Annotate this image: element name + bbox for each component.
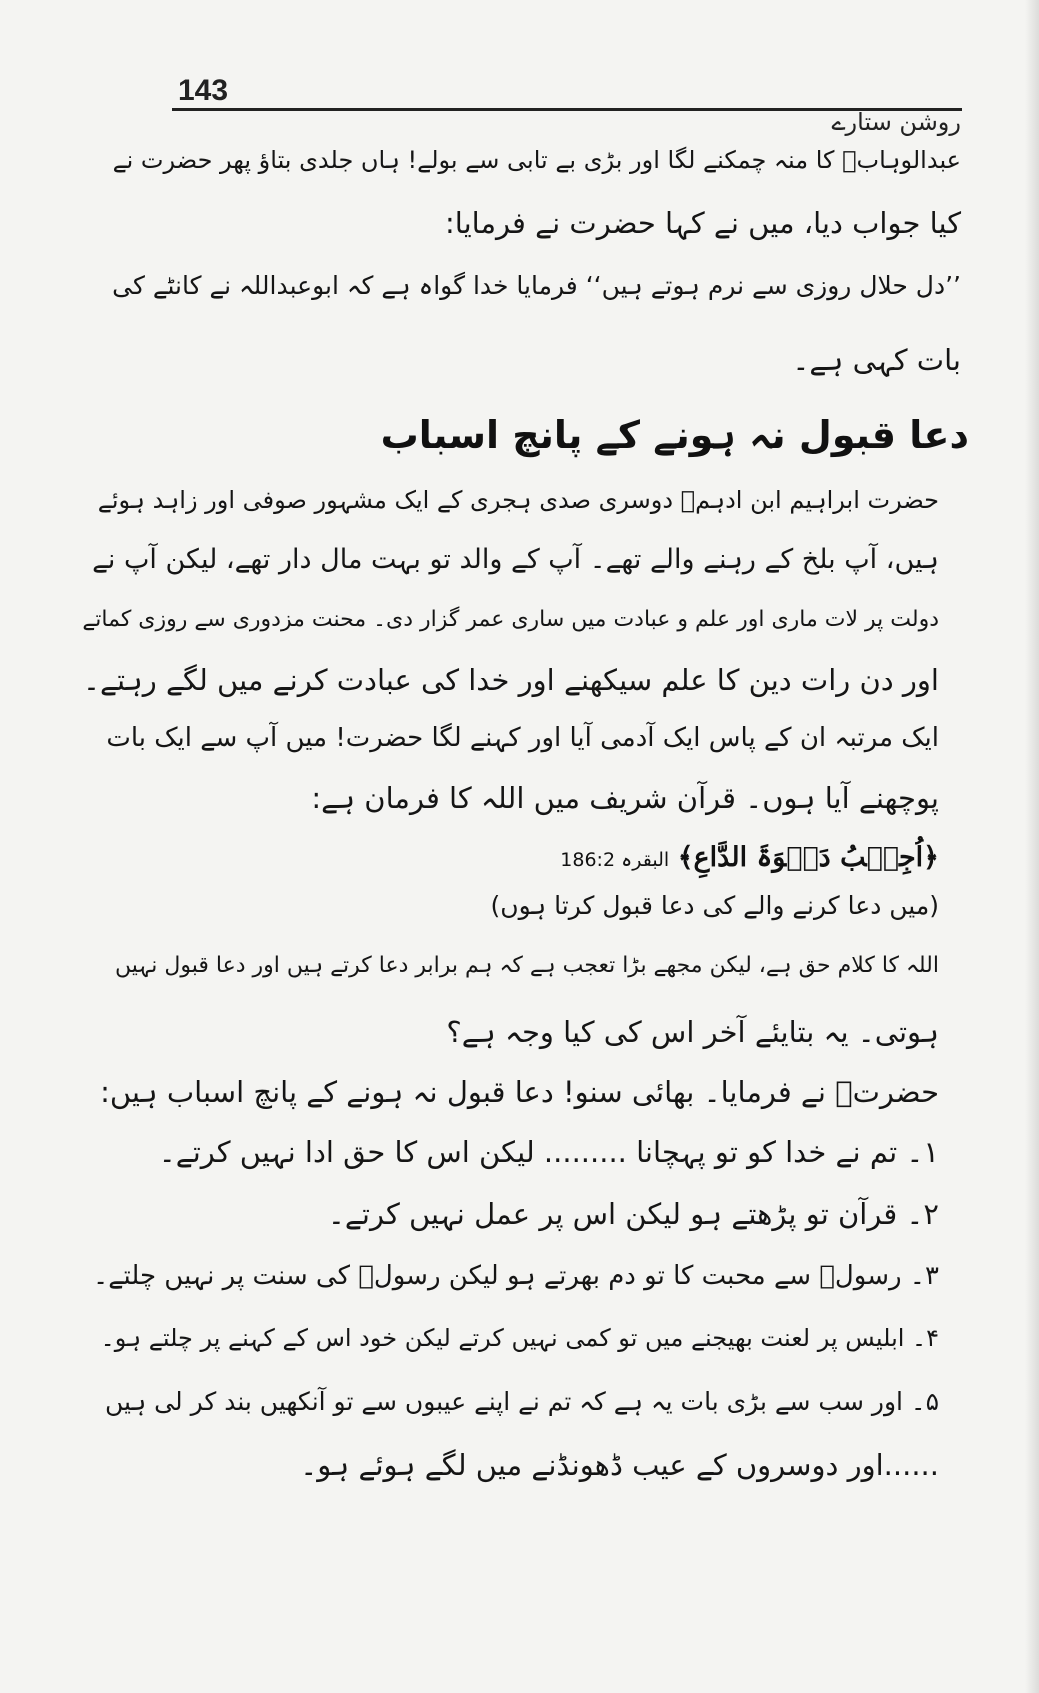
reason-item: ۴۔ ابلیس پر لعنت بھیجنے میں تو کمی نہیں کرتے لیکن خود اس کے کہنے پر چلتے ہو۔	[100, 1324, 939, 1352]
ayah-reference: البقرہ 186:2	[560, 849, 670, 871]
reason-item: ۳۔ رسولؐ سے محبت کا تو دم بھرتے ہو لیکن رسولؐ کی سنت پر نہیں چلتے۔	[93, 1261, 939, 1291]
running-title: روشن ستارے	[831, 108, 961, 136]
ayah-translation: (میں دعا کرنے والے کی دعا قبول کرتا ہوں)	[490, 891, 939, 920]
paragraph-line: دولت پر لات ماری اور علم و عبادت میں ساری عمر گزار دی۔ محنت مزدوری سے روزی کماتے	[82, 607, 939, 632]
question-line: اللہ کا کلام حق ہے، لیکن مجھے بڑا تعجب ہے کہ ہم برابر دعا کرتے ہیں اور دعا قبول نہیں	[115, 953, 939, 978]
paragraph-line: حضرت ابراہیم ابن ادہمؒ دوسری صدی ہجری کے ایک مشہور صوفی اور زاہد ہوئے	[97, 486, 939, 514]
reason-item: ۲۔ قرآن تو پڑھتے ہو لیکن اس پر عمل نہیں کرتے۔	[327, 1197, 939, 1231]
reason-item-continued: ......اور دوسروں کے عیب ڈھونڈنے میں لگے ہوئے ہو۔	[300, 1448, 939, 1482]
paragraph-line: اور دن رات دین کا علم سیکھنے اور خدا کی عبادت کرنے میں لگے رہتے۔	[83, 663, 939, 697]
ayah-text: ﴿اُجِیۡبُ دَعۡوَۃَ الدَّاعِ﴾	[677, 842, 939, 873]
paragraph-line: ایک مرتبہ ان کے پاس ایک آدمی آیا اور کہنے لگا حضرت! میں آپ سے ایک بات	[106, 723, 939, 753]
reason-item: ۵۔ اور سب سے بڑی بات یہ ہے کہ تم نے اپنے عیبوں سے تو آنکھیں بند کر لی ہیں	[105, 1387, 939, 1416]
paragraph-line: پوچھنے آیا ہوں۔ قرآن شریف میں اللہ کا فرمان ہے:	[311, 781, 939, 815]
scan-edge-shadow	[1025, 0, 1039, 1693]
section-heading: دعا قبول نہ ہونے کے پانچ اسباب	[380, 413, 969, 457]
body-line: ’’دل حلال روزی سے نرم ہوتے ہیں‘‘ فرمایا خدا گواہ ہے کہ ابوعبداللہ نے کانٹے کی	[112, 271, 961, 300]
answer-intro: حضرتؒ نے فرمایا۔ بھائی سنو! دعا قبول نہ ہونے کے پانچ اسباب ہیں:	[100, 1075, 939, 1109]
body-line: عبدالوہابؒ کا منہ چمکنے لگا اور بڑی بے تابی سے بولے! ہاں جلدی بتاؤ پھر حضرت نے	[112, 146, 961, 174]
body-line: کیا جواب دیا، میں نے کہا حضرت نے فرمایا:	[445, 206, 961, 240]
reason-item: ۱۔ تم نے خدا کو تو پہچانا ......... لیکن اس کا حق ادا نہیں کرتے۔	[158, 1135, 939, 1169]
body-line: بات کہی ہے۔	[792, 343, 961, 377]
quranic-verse	[560, 838, 939, 880]
question-line: ہوتی۔ یہ بتایئے آخر اس کی کیا وجہ ہے؟	[446, 1015, 939, 1049]
paragraph-line: ہیں، آپ بلخ کے رہنے والے تھے۔ آپ کے والد تو بہت مال دار تھے، لیکن آپ نے	[92, 544, 939, 575]
page-number: 143	[178, 74, 229, 107]
